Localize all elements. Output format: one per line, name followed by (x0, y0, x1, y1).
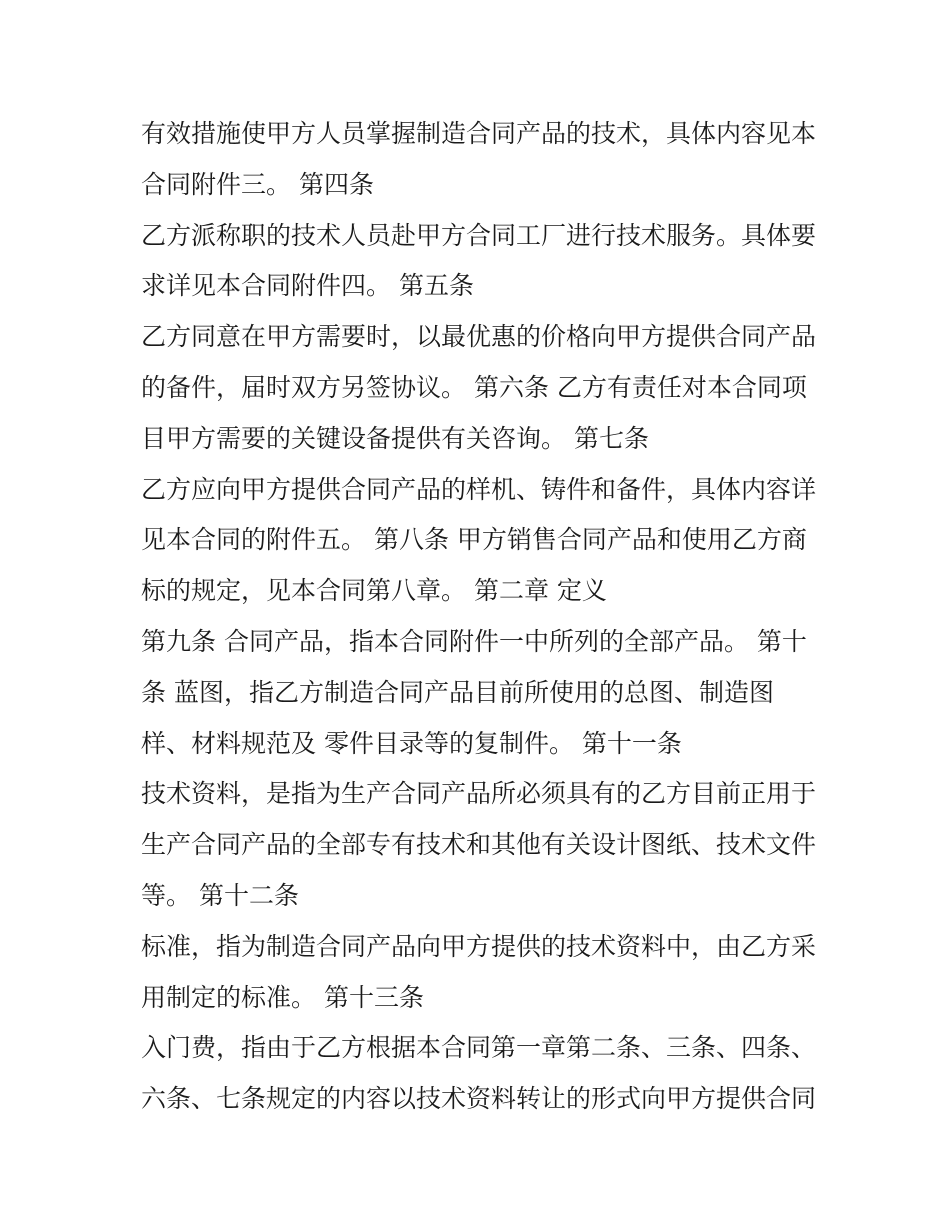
text-line: 乙方派称职的技术人员赴甲方合同工厂进行技术服务。具体要 (141, 220, 817, 250)
text-line: 入门费，指由于乙方根据本合同第一章第二条、三条、四条、 (141, 1033, 817, 1063)
text-line: 用制定的标准。 第十三条 (141, 982, 424, 1012)
text-line: 见本合同的附件五。 第八条 甲方销售合同产品和使用乙方商 (141, 525, 807, 555)
text-line: 求详见本合同附件四。 第五条 (141, 271, 474, 301)
contract-text-block (141, 109, 831, 1125)
text-line: 的备件，届时双方另签协议。 第六条 乙方有责任对本合同项 (141, 372, 807, 402)
text-line: 六条、七条规定的内容以技术资料转让的形式向甲方提供合同 (141, 1084, 817, 1114)
text-line: 等。 第十二条 (141, 880, 299, 910)
text-line: 标的规定，见本合同第八章。 第二章 定义 (141, 576, 607, 606)
text-line: 乙方同意在甲方需要时，以最优惠的价格向甲方提供合同产品 (141, 322, 817, 352)
text-line: 第九条 合同产品，指本合同附件一中所列的全部产品。 第十 (141, 626, 807, 656)
text-line: 条 蓝图，指乙方制造合同产品目前所使用的总图、制造图 (141, 677, 774, 707)
text-line: 技术资料，是指为生产合同产品所必须具有的乙方目前正用于 (141, 779, 817, 809)
text-line: 合同附件三。 第四条 (141, 169, 374, 199)
text-line: 标准，指为制造合同产品向甲方提供的技术资料中，由乙方采 (141, 931, 817, 961)
text-line: 生产合同产品的全部专有技术和其他有关设计图纸、技术文件 (141, 830, 817, 860)
text-line: 乙方应向甲方提供合同产品的样机、铸件和备件，具体内容详 (141, 474, 817, 504)
text-line: 目甲方需要的关键设备提供有关咨询。 第七条 (141, 423, 649, 453)
text-line: 样、材料规范及 零件目录等的复制件。 第十一条 (141, 728, 682, 758)
text-line: 有效措施使甲方人员掌握制造合同产品的技术，具体内容见本 (141, 119, 817, 148)
